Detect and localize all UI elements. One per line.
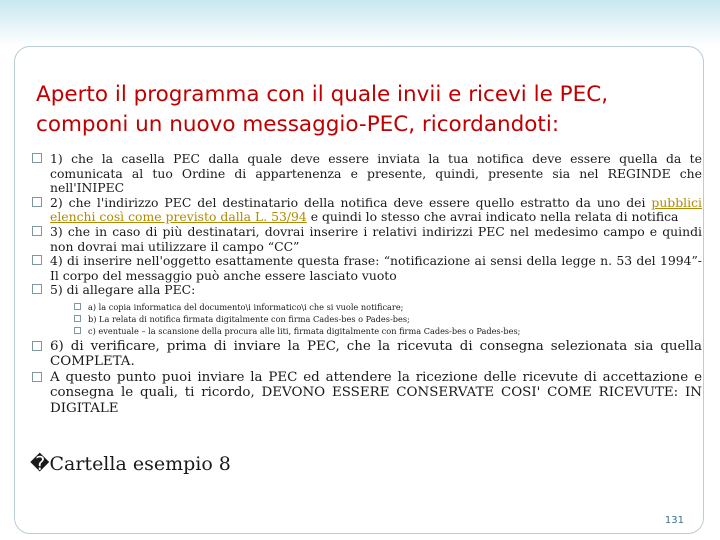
checkbox-bullet-icon bbox=[32, 372, 42, 382]
attachments-sub-list bbox=[30, 301, 702, 337]
header-gradient-band bbox=[0, 0, 720, 46]
law-reference-link[interactable]: pubblici elenchi così come previsto dalla L. 53/94 bbox=[50, 194, 702, 225]
list-item bbox=[30, 152, 702, 196]
list-item bbox=[30, 339, 702, 370]
list-item bbox=[30, 196, 702, 225]
sub-list-item-text: c) eventuale – la scansione della procura alle liti, firmata digitalmente con firma Cades-bes o Pades-bes; bbox=[88, 325, 521, 336]
list-item-text: 6) di verificare, prima di inviare la PEC, che la ricevuta di consegna selezionata sia quella COMPLETA. bbox=[50, 338, 702, 370]
list-item bbox=[30, 225, 702, 254]
list-item bbox=[30, 283, 702, 298]
folder-label: Cartella esempio 8 bbox=[49, 453, 231, 475]
list-item-text: A questo punto puoi inviare la PEC ed attendere la ricezione delle ricevute di accettazione e consegna le quali, ti ricordo, DEVONO ESSERE CONSERVATE COSI' COME RICEVUTE: IN DIGITALE bbox=[50, 369, 702, 416]
list-item bbox=[30, 370, 702, 416]
sub-list-item bbox=[72, 313, 702, 325]
sub-list-item-text: a) la copia informatica del documento\i informatico\i che si vuole notificare; bbox=[88, 301, 404, 312]
checkbox-bullet-icon bbox=[32, 226, 42, 236]
checkbox-bullet-icon bbox=[32, 197, 42, 207]
sub-list-item bbox=[72, 301, 702, 313]
sub-list-item-text: b) La relata di notifica firmata digitalmente con firma Cades-bes o Pades-bes; bbox=[88, 313, 410, 324]
list-item-text: 1) che la casella PEC dalla quale deve essere inviata la tua notifica deve essere quella da te comunicata al tuo Ordine di appartenenza e presente, quindi, presente sia nel REGINDE che nell'INIPEC bbox=[50, 151, 702, 196]
list-item-text: 5) di allegare alla PEC: bbox=[50, 282, 196, 298]
list-item-text: 2) che l'indirizzo PEC del destinatario della notifica deve essere quello estratto da uno dei bbox=[50, 194, 652, 210]
slide-body bbox=[30, 152, 702, 416]
page-number: 131 bbox=[664, 515, 684, 526]
checkbox-bullet-icon bbox=[32, 341, 42, 351]
list-item-text: 3) che in caso di più destinatari, dovrai inserire i relativi indirizzi PEC nel medesimo campo e quindi non dovrai mai utilizzare il campo “CC” bbox=[50, 223, 702, 254]
checkbox-bullet-icon bbox=[74, 327, 81, 334]
list-item-text: 4) di inserire nell'oggetto esattamente questa frase: “notificazione ai sensi della legge n. 53 del 1994”- Il corpo del messaggio può anche essere lasciato vuoto bbox=[50, 253, 702, 283]
checkbox-bullet-icon bbox=[32, 153, 42, 163]
replacement-glyph-icon: � bbox=[30, 453, 50, 475]
slide-title: Aperto il programma con il quale invii e ricevi le PEC, componi un nuovo messaggio-PEC, ricordandoti: bbox=[36, 82, 609, 137]
list-item-text: e quindi lo stesso che avrai indicato nella relata di notifica bbox=[306, 209, 679, 225]
example-folder-link[interactable] bbox=[30, 452, 231, 476]
checkbox-bullet-icon bbox=[74, 303, 81, 310]
list-item bbox=[30, 254, 702, 283]
checkbox-bullet-icon bbox=[74, 315, 81, 322]
sub-list-item bbox=[72, 325, 702, 337]
checkbox-bullet-icon bbox=[32, 284, 42, 294]
checkbox-bullet-icon bbox=[32, 255, 42, 265]
